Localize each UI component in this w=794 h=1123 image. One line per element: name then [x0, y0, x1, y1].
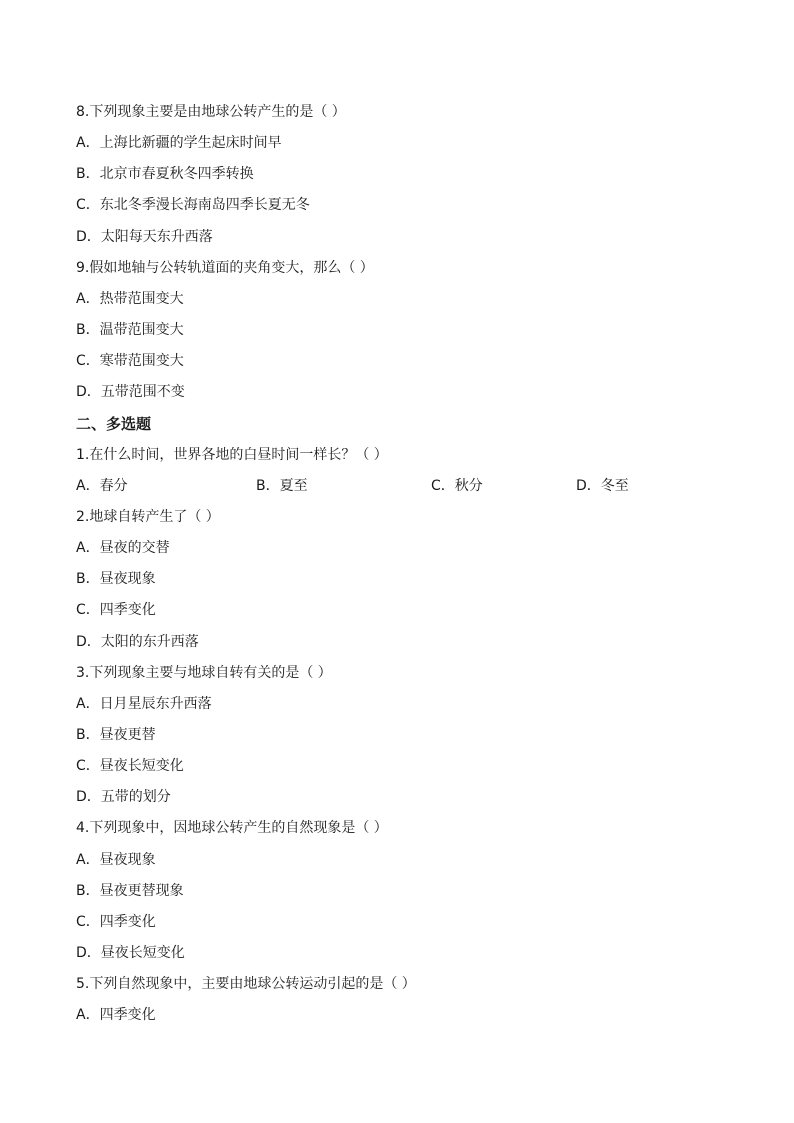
option-text: C．寒带范围变大	[76, 353, 184, 369]
question-text: 4.下列现象中，因地球公转产生的自然现象是（ ）	[76, 820, 388, 836]
option-text: D．冬至	[576, 478, 629, 494]
question-text: 1.在什么时间，世界各地的白昼时间一样长？（ ）	[76, 447, 388, 463]
question-text: 9.假如地轴与公转轨道面的夹角变大，那么（ ）	[76, 260, 374, 276]
option-text: B．温带范围变大	[76, 322, 184, 338]
option-text: D．昼夜长短变化	[76, 945, 185, 961]
option-text: C．昼夜长短变化	[76, 758, 184, 774]
question-text: 8.下列现象主要是由地球公转产生的是（ ）	[76, 104, 346, 120]
option-text: B．北京市春夏秋冬四季转换	[76, 166, 254, 182]
option-text: B．昼夜更替	[76, 727, 156, 743]
option-text: A．上海比新疆的学生起床时间早	[76, 135, 282, 151]
option-text: D．太阳每天东升西落	[76, 229, 213, 245]
option-text: D．五带的划分	[76, 789, 171, 805]
option-text: C．四季变化	[76, 602, 156, 618]
question-text: 5.下列自然现象中，主要由地球公转运动引起的是（ ）	[76, 976, 416, 992]
section-heading: 二、多选题	[76, 415, 152, 433]
question-text: 3.下列现象主要与地球自转有关的是（ ）	[76, 665, 332, 681]
option-text: A．四季变化	[76, 1007, 156, 1023]
option-text: C．四季变化	[76, 914, 156, 930]
option-text: A．昼夜的交替	[76, 540, 170, 556]
option-text: C．秋分	[431, 478, 483, 494]
option-text: B．昼夜更替现象	[76, 883, 184, 899]
option-text: A．日月星辰东升西落	[76, 696, 212, 712]
option-text: A．昼夜现象	[76, 852, 156, 868]
option-text: A．热带范围变大	[76, 291, 184, 307]
option-text: B．夏至	[256, 478, 308, 494]
option-text: C．东北冬季漫长海南岛四季长夏无冬	[76, 197, 310, 213]
option-text: D．太阳的东升西落	[76, 634, 199, 650]
option-text: D．五带范围不变	[76, 384, 185, 400]
question-text: 2.地球自转产生了（ ）	[76, 509, 220, 525]
option-text: A．春分	[76, 478, 128, 494]
option-text: B．昼夜现象	[76, 571, 156, 587]
